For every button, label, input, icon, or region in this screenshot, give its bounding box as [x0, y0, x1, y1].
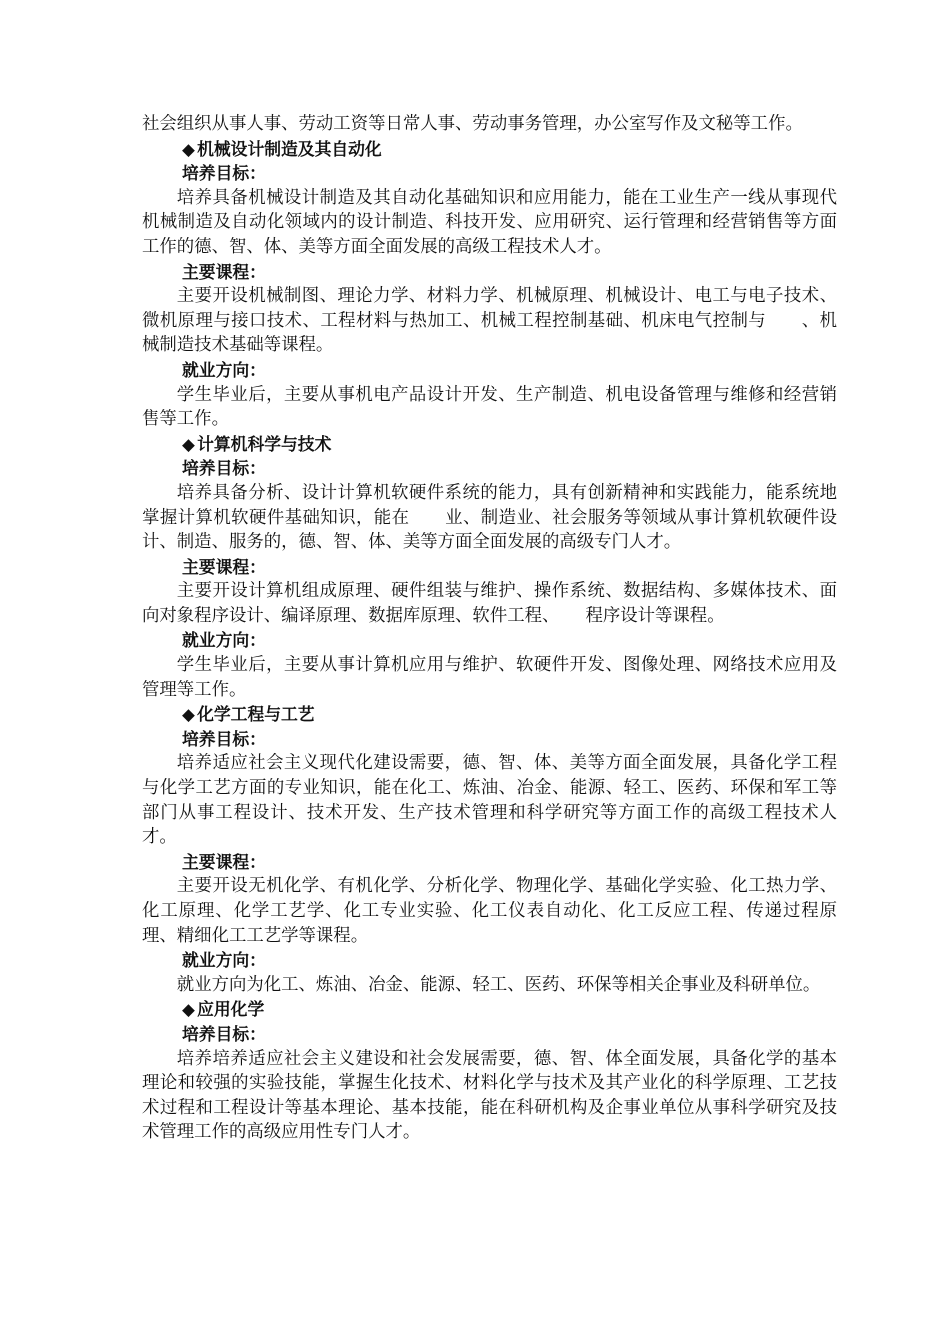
major-title-text: 机械设计制造及其自动化	[197, 138, 382, 159]
document-page	[142, 112, 837, 1145]
major-title	[142, 137, 837, 162]
career-text: 学生毕业后，主要从事机电产品设计开发、生产制造、机电设备管理与维修和经营销售等工作。	[142, 384, 837, 430]
goal-text: 培养具备机械设计制造及其自动化基础知识和应用能力，能在工业生产一线从事现代机械制造及自动化领域内的设计制造、科技开发、应用研究、运行管理和经营销售等方面工作的德、智、体、美等方面全面发展的高级工程技术人才。	[142, 187, 837, 257]
courses-text: 主要开设机械制图、理论力学、材料力学、机械原理、机械设计、电工与电子技术、微机原理与接口技术、工程材料与热加工、机械工程控制基础、机床电气控制与 、机械制造技术基础等课程。	[142, 286, 837, 356]
intro-continuation: 社会组织从事人事、劳动工资等日常人事、劳动事务管理，办公室写作及文秘等工作。	[142, 114, 803, 134]
goal-label: 培养目标：	[182, 1023, 266, 1044]
goal-label: 培养目标：	[182, 728, 266, 749]
diamond-bullet-icon: ◆	[182, 999, 195, 1020]
career-label: 就业方向：	[182, 359, 266, 380]
diamond-bullet-icon: ◆	[182, 433, 195, 454]
major-section-mechanical	[142, 137, 837, 432]
goal-label: 培养目标：	[182, 163, 266, 184]
diamond-bullet-icon: ◆	[182, 704, 195, 725]
goal-text: 培养培养适应社会主义建设和社会发展需要，德、智、体全面发展，具备化学的基本理论和较强的实验技能，掌握生化技术、材料化学与技术及其产业化的科学原理、工艺技术过程和工程设计等基本理论、基本技能，能在科研机构及企事业单位从事科学研究及技术管理工作的高级应用性专门人才。	[142, 1048, 837, 1143]
major-title	[142, 432, 837, 457]
major-section-computer-science	[142, 432, 837, 703]
major-title	[142, 702, 837, 727]
major-title-text: 化学工程与工艺	[197, 704, 315, 725]
courses-text: 主要开设无机化学、有机化学、分析化学、物理化学、基础化学实验、化工热力学、化工原理、化学工艺学、化工专业实验、化工仪表自动化、化工反应工程、传递过程原理、精细化工工艺学等课程。	[142, 876, 837, 946]
courses-label: 主要课程：	[182, 556, 266, 577]
goal-text: 培养适应社会主义现代化建设需要，德、智、体、美等方面全面发展，具备化学工程与化学工艺方面的专业知识，能在化工、炼油、冶金、能源、轻工、医药、环保和军工等部门从事工程设计、技术开发、生产技术管理和科学研究等方面工作的高级工程技术人才。	[142, 753, 837, 848]
major-section-applied-chemistry	[142, 997, 837, 1145]
career-label: 就业方向：	[182, 630, 266, 651]
courses-text: 主要开设计算机组成原理、硬件组装与维护、操作系统、数据结构、多媒体技术、面向对象程序设计、编译原理、数据库原理、软件工程、 程序设计等课程。	[142, 581, 837, 626]
career-text: 学生毕业后，主要从事计算机应用与维护、软硬件开发、图像处理、网络技术应用及管理等工作。	[142, 655, 837, 700]
diamond-bullet-icon: ◆	[182, 138, 195, 159]
career-label: 就业方向：	[182, 950, 266, 971]
courses-label: 主要课程：	[182, 851, 266, 872]
career-text: 就业方向为化工、炼油、冶金、能源、轻工、医药、环保等相关企事业及科研单位。	[176, 974, 821, 995]
major-section-chemical-engineering	[142, 702, 837, 997]
goal-label: 培养目标：	[182, 458, 266, 479]
major-title-text: 计算机科学与技术	[197, 433, 332, 454]
major-title-text: 应用化学	[197, 999, 265, 1020]
goal-text: 培养具备分析、设计计算机软硬件系统的能力，具有创新精神和实践能力，能系统地掌握计算机软硬件基础知识，能在 业、制造业、社会服务等领域从事计算机软硬件设计、制造、服务的，德、智、体、美等方面全面发展的高级专门人才。	[142, 482, 837, 553]
major-title	[142, 997, 837, 1022]
courses-label: 主要课程：	[182, 261, 266, 282]
